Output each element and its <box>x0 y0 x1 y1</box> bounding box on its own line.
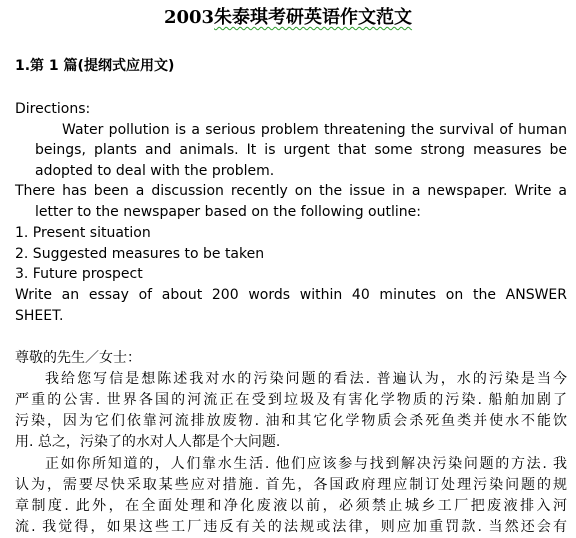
prompt-line: There has been a discussion recently on the issue in a newspaper. Write a <box>15 183 567 199</box>
essay-line: 严重的公害. 世界各国的河流正在受到垃圾及有害化学物质的污染. 船舶加剧了 <box>15 392 567 408</box>
prompt-line: Write an essay of about 200 words within 40 minutes on the ANSWER <box>15 287 567 303</box>
essay-line: 认为，需要尽快采取某些应对措施. 首先，各国政府理应制订处理污染问题的规 <box>15 477 567 493</box>
essay-line: 章制度. 此外，在全面处理和净化废液以前，必须禁止城乡工厂把废液排入河 <box>15 498 567 514</box>
prompt-line: adopted to deal with the problem. <box>35 163 275 179</box>
essay-line: 用. 总之，污染了的水对人人都是个大问题. <box>15 434 281 450</box>
document-title <box>0 6 576 30</box>
prompt-line: letter to the newspaper based on the following outline: <box>35 204 421 220</box>
prompt-line: beings, plants and animals. It is urgent that some strong measures be <box>35 142 567 158</box>
section-heading: 1.第 1 篇(提纲式应用文) <box>15 58 175 74</box>
title-year: 2003 <box>163 7 215 28</box>
directions-label: Directions: <box>15 101 91 117</box>
outline-item: 3. Future prospect <box>15 266 143 282</box>
essay-line: 流. 我觉得，如果这些工厂违反有关的法规或法律，则应加重罚款. 当然还会有 <box>15 519 567 535</box>
prompt-line: SHEET. <box>15 308 64 324</box>
title-text: 朱泰琪考研英语作文范文 <box>214 7 413 28</box>
outline-item: 2. Suggested measures to be taken <box>15 246 265 262</box>
prompt-line: Water pollution is a serious problem threatening the survival of human <box>62 122 567 138</box>
essay-line: 正如你所知道的，人们靠水生活. 他们应该参与找到解决污染问题的方法. 我 <box>45 456 567 472</box>
essay-line: 污染，因为它们依靠河流排放废物. 油和其它化学物质会杀死鱼类并使水不能饮 <box>15 413 567 429</box>
outline-item: 1. Present situation <box>15 225 151 241</box>
essay-line: 我给您写信是想陈述我对水的污染问题的看法. 普遍认为，水的污染是当今 <box>45 371 567 387</box>
salutation: 尊敬的先生／女士： <box>15 350 141 366</box>
